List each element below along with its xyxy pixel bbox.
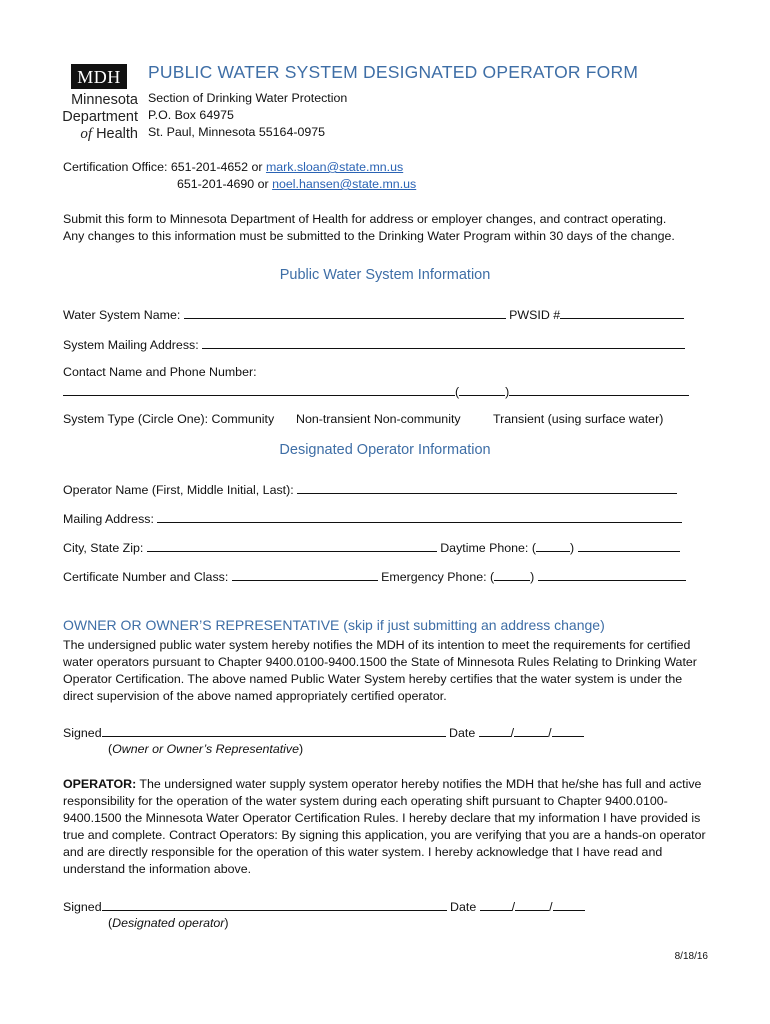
city-state-zip-label: City, State Zip: — [63, 541, 147, 555]
certificate-row — [63, 567, 686, 586]
operator-mailing-address-label: Mailing Address: — [63, 512, 158, 526]
logo-abbr: MDH — [71, 64, 127, 89]
contact-area-code-field[interactable] — [459, 382, 505, 396]
water-system-name-field[interactable] — [184, 305, 506, 319]
owner-section-heading: OWNER OR OWNER’S REPRESENTATIVE (skip if just submitting an address change) — [63, 617, 605, 633]
certificate-label: Certificate Number and Class: — [63, 570, 232, 584]
address-line-2: P.O. Box 64975 — [148, 108, 234, 122]
certification-office-2 — [177, 176, 416, 193]
daytime-phone-label: Daytime Phone: ( — [436, 541, 536, 555]
mailing-address-block — [148, 90, 347, 141]
certification-office — [63, 159, 403, 176]
address-line-3: St. Paul, Minnesota 55164-0975 — [148, 125, 326, 139]
pwsid-field[interactable] — [560, 305, 684, 319]
certificate-field[interactable] — [232, 567, 378, 581]
operator-date-slash-1: / — [511, 900, 516, 914]
system-type-label: System Type (Circle One): Community — [63, 412, 275, 426]
city-state-zip-row — [63, 538, 680, 557]
operator-date-label: Date — [446, 900, 480, 914]
address-line-1: Section of Drinking Water Protection — [148, 91, 348, 105]
city-state-zip-field[interactable] — [147, 538, 437, 552]
owner-date-day[interactable] — [514, 723, 548, 737]
intro-line-2: Any changes to this information must be submitted to the Drinking Water Program within 30 days of the change. — [63, 229, 675, 243]
water-system-name-label: Water System Name: — [63, 308, 184, 322]
owner-date-slash-2: / — [548, 726, 552, 740]
contact-label: Contact Name and Phone Number: — [63, 365, 257, 379]
operator-date-year[interactable] — [553, 897, 585, 911]
operator-signature-row — [63, 897, 585, 916]
operator-signature-field[interactable] — [102, 897, 447, 911]
operator-mailing-address-field[interactable] — [157, 509, 682, 523]
certification-phone-1: 651-201-4652 or — [170, 160, 266, 174]
logo-line-health: Health — [96, 126, 138, 142]
operator-date-month[interactable] — [480, 897, 512, 911]
operator-statement-text: The undersigned water supply system operator hereby notifies the MDH that he/she has full and active responsibility for the operation of the water system during each operating shift pursuant to Chapter 9400.0100-9400.1500 the Minnesota Water Operator Certification Rules. I hereby declare that my information I have provided is true and complete. Contract Operators: By signing this application, you are verifying that you are a hands-on operator and are directly responsible for the operation of this water system. I hereby acknowledge that I have read and understand the information above. — [63, 777, 706, 876]
daytime-phone-field[interactable] — [578, 538, 680, 552]
logo-line-minnesota: Minnesota — [71, 92, 138, 108]
operator-role: Designated operator — [112, 916, 225, 930]
system-mailing-address-row — [63, 335, 685, 354]
emergency-phone-field[interactable] — [538, 567, 686, 581]
owner-role: Owner or Owner’s Representative — [112, 742, 299, 756]
certification-label: Certification Office: — [63, 160, 171, 174]
owner-signature-row — [63, 723, 584, 742]
emergency-phone-label: Emergency Phone: ( — [377, 570, 495, 584]
logo-line-department: Department — [62, 109, 138, 125]
daytime-paren-close: ) — [569, 541, 578, 555]
logo-line-of: of — [80, 126, 93, 142]
owner-statement: The undersigned public water system hereby notifies the MDH of its intention to meet the requirements for certified water operators pursuant to Chapter 9400.0100-9400.1500 the State of Minnesota Rules Relating to Drinking Water Operator Certification. The above named Public Water System hereby certifies that the water system is under the direct supervision of the above named appropriately certified operator. — [63, 638, 697, 703]
water-system-name-row — [63, 305, 684, 324]
contact-phone-field[interactable] — [509, 382, 689, 396]
owner-date-slash-1: / — [510, 726, 515, 740]
owner-date-year[interactable] — [552, 723, 584, 737]
form-title: PUBLIC WATER SYSTEM DESIGNATED OPERATOR FORM — [148, 62, 639, 82]
owner-date-label: Date — [445, 726, 479, 740]
mdh-logo — [60, 64, 138, 143]
emergency-area-code-field[interactable] — [494, 567, 530, 581]
emergency-paren-close: ) — [530, 570, 538, 584]
contact-paren-open: ( — [455, 385, 460, 399]
operator-name-label: Operator Name (First, Middle Initial, Last): — [63, 483, 298, 497]
intro-line-1: Submit this form to Minnesota Department of Health for address or employer changes, and contract operating. — [63, 212, 667, 226]
operator-role-caption: (Designated operator) — [108, 916, 229, 930]
system-type-ntnc[interactable]: Non-transient Non-community — [296, 412, 461, 426]
owner-signature-field[interactable] — [102, 723, 446, 737]
contact-paren-close: ) — [505, 385, 510, 399]
owner-role-caption: (Owner or Owner’s Representative) — [108, 742, 304, 756]
contact-name-field[interactable] — [63, 382, 455, 396]
certification-phone-2: 651-201-4690 or — [177, 177, 273, 191]
email-link-sloan[interactable]: mark.sloan@state.mn.us — [265, 160, 404, 174]
operator-name-field[interactable] — [297, 480, 677, 494]
system-mailing-address-label: System Mailing Address: — [63, 338, 203, 352]
operator-section-heading: Designated Operator Information — [279, 442, 491, 458]
system-type-transient[interactable]: Transient (using surface water) — [493, 412, 664, 426]
system-mailing-address-field[interactable] — [202, 335, 685, 349]
operator-mailing-address-row — [63, 509, 682, 528]
owner-signed-label: Signed — [63, 726, 102, 740]
operator-signed-label: Signed — [63, 900, 102, 914]
operator-name-row — [63, 480, 677, 499]
operator-statement — [63, 776, 708, 878]
email-link-hansen[interactable]: noel.hansen@state.mn.us — [272, 177, 417, 191]
operator-date-day[interactable] — [515, 897, 549, 911]
pwsid-label: PWSID # — [505, 308, 561, 322]
owner-date-month[interactable] — [479, 723, 511, 737]
revision-date: 8/18/16 — [674, 951, 708, 962]
pws-section-heading: Public Water System Information — [279, 267, 491, 283]
operator-date-slash-2: / — [549, 900, 553, 914]
contact-row — [63, 382, 689, 401]
operator-statement-label: OPERATOR: — [63, 777, 137, 791]
daytime-area-code-field[interactable] — [536, 538, 570, 552]
